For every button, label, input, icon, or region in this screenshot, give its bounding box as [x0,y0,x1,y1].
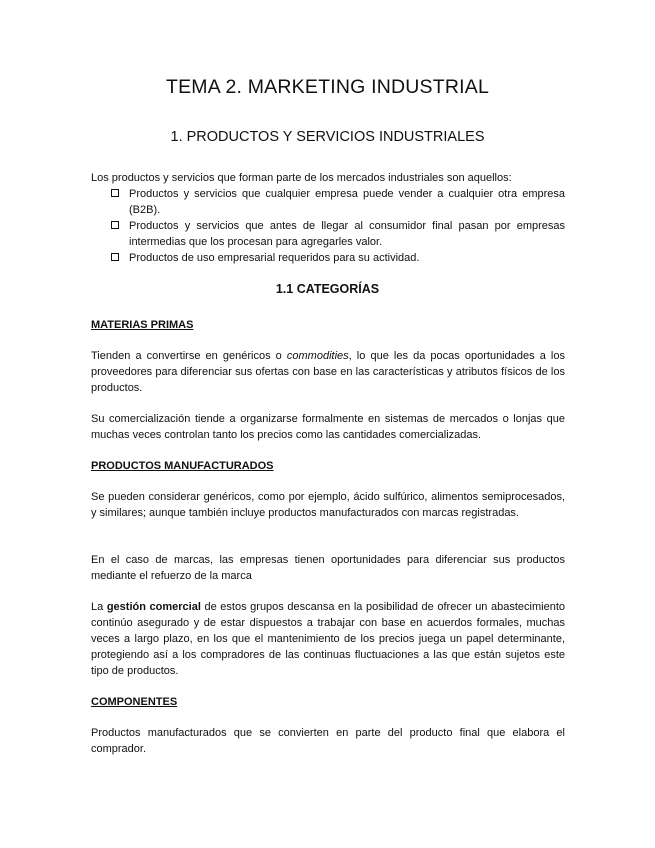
productos-manufacturados-heading: PRODUCTOS MANUFACTURADOS [91,460,274,472]
checkbox-bullet-icon [111,189,119,197]
checkbox-bullet-icon [111,253,119,261]
list-item [91,218,565,250]
document-title: TEMA 2. MARKETING INDUSTRIAL [165,76,490,98]
materias-primas-heading: MATERIAS PRIMAS [91,319,194,331]
bullet-list [91,186,565,266]
manufacturados-paragraph-3 [91,599,565,679]
list-item-text: Productos y servicios que cualquier empresa puede vender a cualquier otra empresa (B2B). [129,188,565,216]
italic-term: commodities [286,350,349,362]
text-run: La [91,601,107,613]
checkbox-bullet-icon [111,221,119,229]
componentes-heading: COMPONENTES [91,696,178,708]
list-item [91,250,565,266]
manufacturados-paragraph-2: En el caso de marcas, las empresas tienen oportunidades para diferenciar sus productos mediante el refuerzo de la marca [91,554,565,582]
section-title: 1. PRODUCTOS Y SERVICIOS INDUSTRIALES [170,129,485,145]
materias-paragraph-2: Su comercialización tiende a organizarse formalmente en sistemas de mercados o lonjas que muchas veces controlan tanto los precios como las cantidades comercializadas. [91,413,565,441]
intro-paragraph: Los productos y servicios que forman parte de los mercados industriales son aquellos: [91,172,512,184]
componentes-paragraph: Productos manufacturados que se convierten en parte del producto final que elabora el comprador. [91,727,565,755]
text-run: Tienden a convertirse en genéricos o [91,350,287,362]
list-item-text: Productos y servicios que antes de llegar al consumidor final pasan por empresas intermedias que los procesan para agregarles valor. [129,220,565,248]
text-run: , lo que les da pocas oportunidades a los proveedores para diferenciar sus ofertas con base en las características y atributos físicos de los productos. [91,350,565,394]
materias-paragraph-1 [91,348,565,396]
list-item [91,186,565,218]
subsection-heading: 1.1 CATEGORÍAS [275,282,380,296]
bold-term: gestión comercial [106,601,201,613]
list-item-text: Productos de uso empresarial requeridos para su actividad. [129,252,420,264]
text-run: de estos grupos descansa en la posibilidad de ofrecer un abastecimiento continúo asegurado y de estar dispuestos a trabajar con base en acuerdos formales, muchas veces a largo plazo, en los que el mantenimiento de los precios juega un papel determinante, protegiendo así a los compradores de las continuas fluctuaciones a las que están sujetos este tipo de productos. [91,601,565,677]
manufacturados-paragraph-1: Se pueden considerar genéricos, como por ejemplo, ácido sulfúrico, alimentos semiprocesados, y similares; aunque también incluye productos manufacturados con marcas registradas. [91,491,565,519]
